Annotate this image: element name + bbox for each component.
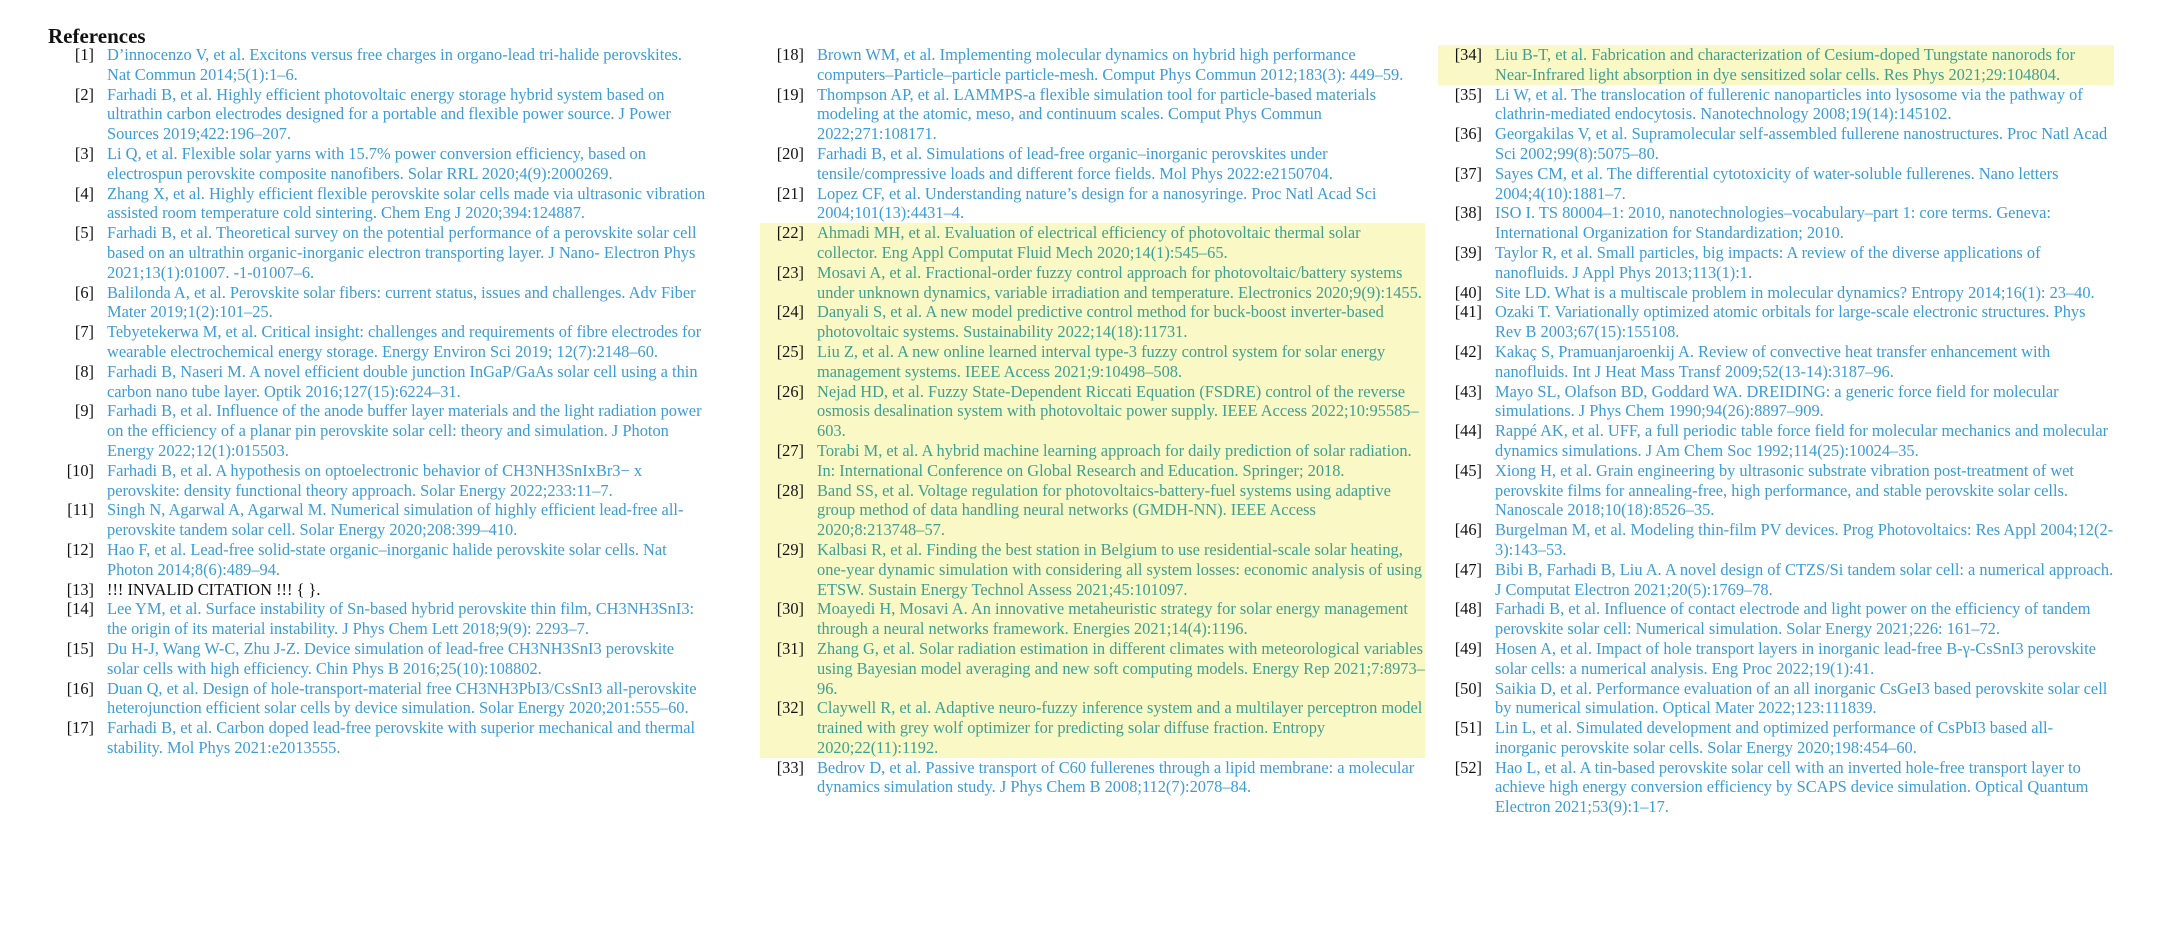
reference-citation-link[interactable]: Farhadi B, et al. A hypothesis on optoelectronic behavior of CH3NH3SnIxBr3− x perovskite: density functional theory approach. Solar Energy 2022;233:11–7. (107, 460, 643, 500)
reference-item (58, 500, 708, 540)
reference-citation-link[interactable]: Zhang X, et al. Highly efficient flexible perovskite solar cells made via ultrasonic vibration assisted room temperature cold sintering. Chem Eng J 2020;394:124887. (107, 183, 706, 223)
reference-item (58, 718, 708, 758)
reference-citation-link[interactable]: Du H-J, Wang W-C, Zhu J-Z. Device simulation of lead-free CH3NH3SnI3 perovskite solar cells with high efficiency. Chin Phys B 2016;25(10):108802. (107, 638, 675, 678)
reference-citation-link[interactable]: Kalbasi R, et al. Finding the best station in Belgium to use residential-scale solar heating, one-year dynamic simulation with considering all system losses: economic analysis of using ETSW. Sustain Energy Technol Assess 2021;45:101097. (817, 539, 1422, 599)
reference-item-highlighted (760, 441, 1425, 481)
reference-number: [50] (1454, 678, 1482, 698)
reference-citation-link[interactable]: Farhadi B, et al. Influence of the anode buffer layer materials and the light radiation power on the efficiency of a planar pin perovskite solar cell: theory and simulation. J Photon Energy 2022;12(1):015503. (107, 401, 702, 460)
reference-number: [30] (776, 599, 804, 619)
reference-citation-link[interactable]: Xiong H, et al. Grain engineering by ultrasonic substrate vibration post-treatment of wet perovskite films for annealing-free, high performance, and stable perovskite solar cells. Nanoscale 2018;10(18):8526–35. (1495, 460, 2074, 520)
reference-item (1446, 85, 2114, 125)
reference-citation-link[interactable]: Zhang G, et al. Solar radiation estimation in different climates with meteorological variables using Bayesian model averaging and new soft computing models. Energy Rep 2021;7:8973–96. (817, 638, 1425, 698)
reference-item (768, 85, 1425, 144)
reference-citation-link[interactable]: Bedrov D, et al. Passive transport of C60 fullerenes through a lipid membrane: a molecular dynamics simulation study. J Phys Chem B 2008;112(7):2078–84. (817, 757, 1415, 797)
reference-citation-link[interactable]: Duan Q, et al. Design of hole-transport-material free CH3NH3PbI3/CsSnI3 all-perovskite heterojunction efficient solar cells by device simulation. Solar Energy 2020;201:555–60. (107, 678, 697, 718)
reference-item (1446, 599, 2114, 639)
reference-number: [37] (1454, 163, 1482, 183)
reference-citation-link[interactable]: Bibi B, Farhadi B, Liu A. A novel design of CTZS/Si tandem solar cell: a numerical approach. J Computat Electron 2021;20(5):1769–78. (1495, 559, 2114, 599)
reference-citation-link[interactable]: Hosen A, et al. Impact of hole transport layers in inorganic lead-free B-γ-CsSnI3 perovskite solar cells: a numerical analysis. Eng Proc 2022;19(1):41. (1495, 638, 2096, 678)
reference-item (1446, 758, 2114, 817)
reference-number: [18] (776, 45, 804, 64)
reference-citation-link[interactable]: Ozaki T. Variationally optimized atomic orbitals for large-scale electronic structures. Phys Rev B 2003;67(15):155108. (1495, 302, 2086, 342)
reference-number: [36] (1454, 124, 1482, 144)
reference-number: [52] (1454, 757, 1482, 777)
reference-number: [8] (74, 361, 94, 381)
reference-number: [21] (776, 183, 804, 203)
reference-number: [51] (1454, 718, 1482, 738)
reference-number: [12] (66, 539, 94, 559)
reference-item-highlighted (760, 540, 1425, 599)
reference-item (58, 599, 708, 639)
reference-citation-link[interactable]: Georgakilas V, et al. Supramolecular self-assembled fullerene nanostructures. Proc Natl Acad Sci 2002;99(8):5075–80. (1495, 124, 2108, 163)
reference-item-highlighted (760, 481, 1425, 540)
reference-item (1446, 679, 2114, 719)
reference-number: [39] (1454, 242, 1482, 262)
reference-number: [19] (776, 84, 804, 104)
reference-number: [43] (1454, 381, 1482, 401)
reference-item-highlighted (760, 639, 1425, 698)
reference-item (768, 184, 1425, 224)
reference-number: [15] (66, 638, 94, 658)
reference-citation-link[interactable]: Balilonda A, et al. Perovskite solar fibers: current status, issues and challenges. Adv Fiber Mater 2019;1(2):101–25. (107, 282, 696, 322)
reference-item (1446, 342, 2114, 382)
reference-item (768, 758, 1425, 798)
reference-text: !!! INVALID CITATION !!! { }. (107, 579, 321, 599)
reference-item (1446, 382, 2114, 422)
reference-citation-link[interactable]: Lin L, et al. Simulated development and optimized performance of CsPbI3 based all-inorganic perovskite solar cells. Solar Energy 2020;198:454–60. (1495, 718, 2054, 757)
reference-item-highlighted (760, 263, 1425, 303)
reference-item-highlighted (760, 382, 1425, 441)
reference-item (58, 461, 708, 501)
reference-number: [35] (1454, 84, 1482, 104)
reference-citation-link[interactable]: Site LD. What is a multiscale problem in molecular dynamics? Entropy 2014;16(1): 23–40. (1495, 282, 2095, 302)
reference-number: [46] (1454, 520, 1482, 540)
reference-citation-link[interactable]: Moayedi H, Mosavi A. An innovative metaheuristic strategy for solar energy management through a neural networks framework. Energies 2021;14(4):1196. (817, 599, 1408, 639)
reference-number: [6] (74, 282, 94, 302)
reference-item (58, 283, 708, 323)
reference-citation-link[interactable]: Mosavi A, et al. Fractional-order fuzzy control approach for photovoltaic/battery systems under unknown dynamics, variable irradiation and temperature. Electronics 2020;9(9):1455. (817, 262, 1422, 302)
reference-citation-link[interactable]: Saikia D, et al. Performance evaluation of an all inorganic CsGeI3 based perovskite solar cell by numerical simulation. Optical Mater 2022;123:111839. (1495, 678, 2108, 718)
reference-item (1446, 203, 2114, 243)
reference-number: [10] (66, 460, 94, 480)
reference-number: [42] (1454, 341, 1482, 361)
reference-item (58, 540, 708, 580)
reference-citation-link[interactable]: Tebyetekerwa M, et al. Critical insight: challenges and requirements of fibre electrodes for wearable electrochemical energy storage. Energy Environ Sci 2019; 12(7):2148–60. (107, 322, 702, 361)
reference-item (1446, 560, 2114, 600)
reference-citation-link[interactable]: Li W, et al. The translocation of fullerenic nanoparticles into lysosome via the pathway of clathrin-mediated endocytosis. Nanotechnology 2008;19(14):145102. (1495, 84, 2083, 124)
reference-number: [23] (776, 262, 804, 282)
reference-item (58, 85, 708, 144)
reference-number: [41] (1454, 302, 1482, 322)
reference-number: [32] (776, 698, 804, 718)
reference-item (58, 401, 708, 460)
reference-item-highlighted (760, 599, 1425, 639)
reference-citation-link[interactable]: Farhadi B, et al. Highly efficient photovoltaic energy storage hybrid system based on ultrathin carbon electrodes designed for a portable and flexible power source. J Power Sources 2019;422:196–207. (107, 84, 671, 144)
reference-citation-link[interactable]: Band SS, et al. Voltage regulation for photovoltaics-battery-fuel systems using adaptive group method of data handling neural networks (GMDH-NN). IEEE Access 2020;8:213748–57. (817, 480, 1391, 540)
reference-number: [14] (66, 599, 94, 619)
reference-citation-link[interactable]: Farhadi B, et al. Carbon doped lead-free perovskite with superior mechanical and thermal stability. Mol Phys 2021:e2013555. (107, 718, 696, 757)
reference-citation-link[interactable]: Li Q, et al. Flexible solar yarns with 15.7% power conversion efficiency, based on electrospun perovskite composite nanofibers. Solar RRL 2020;4(9):2000269. (107, 143, 646, 183)
reference-citation-link[interactable]: Lee YM, et al. Surface instability of Sn-based hybrid perovskite thin film, CH3NH3SnI3: the origin of its material instability. J Phys Chem Lett 2018;9(9): 2293–7. (107, 599, 695, 639)
reference-citation-link[interactable]: Brown WM, et al. Implementing molecular dynamics on hybrid high performance computers–Particle–particle particle-mesh. Comput Phys Commun 2012;183(3): 449–59. (817, 45, 1404, 84)
reference-citation-link[interactable]: Hao L, et al. A tin-based perovskite solar cell with an inverted hole-free transport layer to achieve high energy conversion efficiency by SCAPS device simulation. Optical Quantum Electron 2021;53(9):1–17. (1495, 757, 2089, 817)
reference-item-highlighted (760, 302, 1425, 342)
reference-citation-link[interactable]: Burgelman M, et al. Modeling thin-film PV devices. Prog Photovoltaics: Res Appl 2004;12(2-3):143–53. (1495, 520, 2114, 559)
reference-citation-link[interactable]: Sayes CM, et al. The differential cytotoxicity of water-soluble fullerenes. Nano letters 2004;4(10):1881–7. (1495, 163, 2059, 203)
reference-number: [24] (776, 302, 804, 322)
reference-number: [47] (1454, 559, 1482, 579)
reference-citation-link[interactable]: Farhadi B, et al. Simulations of lead-free organic–inorganic perovskites under tensile/compressive loads and different force fields. Mol Phys 2022:e2150704. (817, 143, 1333, 183)
reference-item-highlighted (760, 698, 1425, 757)
reference-citation-link[interactable]: Hao F, et al. Lead-free solid-state organic–inorganic halide perovskite solar cells. Nat Photon 2014;8(6):489–94. (107, 539, 667, 579)
reference-item (1446, 243, 2114, 283)
reference-number: [20] (776, 143, 804, 163)
reference-item (58, 184, 708, 224)
reference-citation-link[interactable]: Rappé AK, et al. UFF, a full periodic table force field for molecular mechanics and molecular dynamics simulations. J Am Chem Soc 1992;114(25):10024–35. (1495, 421, 2109, 460)
reference-citation-link[interactable]: Torabi M, et al. A hybrid machine learning approach for daily prediction of solar radiation. In: International Conference on Global Research and Education. Springer; 2018. (817, 440, 1412, 480)
reference-citation-link[interactable]: Singh N, Agarwal A, Agarwal M. Numerical simulation of highly efficient lead-free all-perovskite tandem solar cell. Solar Energy 2020;208:399–410. (107, 500, 684, 540)
reference-citation-link[interactable]: Mayo SL, Olafson BD, Goddard WA. DREIDING: a generic force field for molecular simulations. J Phys Chem 1990;94(26):8897–909. (1495, 381, 2059, 421)
reference-item (1446, 302, 2114, 342)
reference-number: [26] (776, 381, 804, 401)
reference-number: [49] (1454, 638, 1482, 658)
reference-item (1446, 421, 2114, 461)
reference-item (1446, 461, 2114, 520)
reference-number: [2] (74, 84, 94, 104)
reference-citation-link[interactable]: Liu B-T, et al. Fabrication and characterization of Cesium-doped Tungstate nanorods for Near-Infrared light absorption in dye sensitized solar cells. Res Phys 2021;29:104804. (1495, 45, 2076, 84)
reference-number: [27] (776, 440, 804, 460)
reference-item-highlighted (760, 342, 1425, 382)
reference-citation-link[interactable]: D’innocenzo V, et al. Excitons versus free charges in organo-lead tri-halide perovskites. Nat Commun 2014;5(1):1–6. (107, 45, 683, 84)
reference-number: [31] (776, 638, 804, 658)
references-column-2 (768, 45, 1425, 797)
reference-number: [48] (1454, 599, 1482, 619)
reference-number: [33] (776, 757, 804, 777)
reference-number: [3] (74, 143, 94, 163)
reference-citation-link[interactable]: Taylor R, et al. Small particles, big impacts: A review of the diverse applications of nanofluids. J Appl Phys 2013;113(1):1. (1495, 242, 2041, 282)
reference-item (1446, 124, 2114, 164)
reference-citation-link[interactable]: Farhadi B, et al. Influence of contact electrode and light power on the efficiency of tandem perovskite solar cell: Numerical simulation. Solar Energy 2021;226: 161–72. (1495, 599, 2091, 639)
reference-item (768, 45, 1425, 85)
reference-citation-link[interactable]: Farhadi B, et al. Theoretical survey on the potential performance of a perovskite solar cell based on an ultrathin organic-inorganic electron transporting layer. J Nano- Electron Phys 2021;13(1):01007. -1-01007–6. (107, 223, 697, 282)
reference-number: [29] (776, 539, 804, 559)
reference-item-highlighted (1438, 45, 2114, 85)
reference-number: [5] (74, 223, 94, 243)
reference-number: [9] (74, 401, 94, 421)
reference-number: [25] (776, 341, 804, 361)
reference-citation-link[interactable]: ISO I. TS 80004–1: 2010, nanotechnologies–vocabulary–part 1: core terms. Geneva: International Organization for Standardization; 2010. (1495, 203, 2051, 243)
reference-citation-link[interactable]: Thompson AP, et al. LAMMPS-a flexible simulation tool for particle-based materials modeling at the atomic, meso, and continuum scales. Comput Phys Commun 2022;271:108171. (817, 84, 1377, 144)
reference-citation-link[interactable]: Kakaç S, Pramuanjaroenkij A. Review of convective heat transfer enhancement with nanofluids. Int J Heat Mass Transf 2009;52(13-14):3187–96. (1495, 341, 2051, 381)
reference-number: [7] (74, 322, 94, 342)
reference-citation-link[interactable]: Liu Z, et al. A new online learned interval type-3 fuzzy control system for solar energy management systems. IEEE Access 2021;9:10498–508. (817, 341, 1386, 381)
reference-citation-link[interactable]: Ahmadi MH, et al. Evaluation of electrical efficiency of photovoltaic thermal solar collector. Eng Appl Computat Fluid Mech 2020;14(1):545–65. (817, 223, 1361, 262)
reference-item (768, 144, 1425, 184)
reference-item (1446, 639, 2114, 679)
reference-number: [44] (1454, 421, 1482, 441)
reference-item-highlighted (760, 223, 1425, 263)
reference-item (58, 362, 708, 402)
reference-item (1446, 283, 2114, 303)
reference-item (58, 45, 708, 85)
reference-citation-link[interactable]: Lopez CF, et al. Understanding nature’s design for a nanosyringe. Proc Natl Acad Sci 2004;101(13):4431–4. (817, 183, 1377, 223)
reference-number: [22] (776, 223, 804, 243)
reference-item (58, 639, 708, 679)
reference-citation-link[interactable]: Nejad HD, et al. Fuzzy State-Dependent Riccati Equation (FSDRE) control of the reverse osmosis desalination system with photovoltaic power supply. IEEE Access 2022;10:95585–603. (817, 381, 1419, 441)
reference-item (1446, 164, 2114, 204)
reference-item (1446, 520, 2114, 560)
reference-number: [28] (776, 480, 804, 500)
reference-item (58, 580, 708, 600)
reference-number: [16] (66, 678, 94, 698)
reference-item (58, 679, 708, 719)
page-title: References (48, 24, 146, 49)
reference-number: [40] (1454, 282, 1482, 302)
references-column-1 (58, 45, 708, 758)
reference-number: [11] (67, 500, 94, 520)
references-column-3 (1446, 45, 2114, 817)
reference-item (58, 223, 708, 282)
reference-number: [13] (66, 579, 94, 599)
reference-citation-link[interactable]: Claywell R, et al. Adaptive neuro-fuzzy inference system and a multilayer perceptron model trained with grey wolf optimizer for predicting solar diffuse fraction. Entropy 2020;22(11):1192. (817, 698, 1423, 757)
reference-number: [1] (74, 45, 94, 64)
reference-number: [45] (1454, 460, 1482, 480)
reference-number: [17] (66, 718, 94, 738)
reference-citation-link[interactable]: Farhadi B, Naseri M. A novel efficient double junction InGaP/GaAs solar cell using a thin carbon nano tube layer. Optik 2016;127(15):6224–31. (107, 361, 698, 401)
reference-number: [38] (1454, 203, 1482, 223)
reference-number: [4] (74, 183, 94, 203)
reference-item (58, 322, 708, 362)
reference-item (1446, 718, 2114, 758)
reference-citation-link[interactable]: Danyali S, et al. A new model predictive control method for buck-boost inverter-based photovoltaic systems. Sustainability 2022;14(18):11731. (817, 302, 1384, 342)
reference-number: [34] (1454, 45, 1482, 64)
reference-item (58, 144, 708, 184)
